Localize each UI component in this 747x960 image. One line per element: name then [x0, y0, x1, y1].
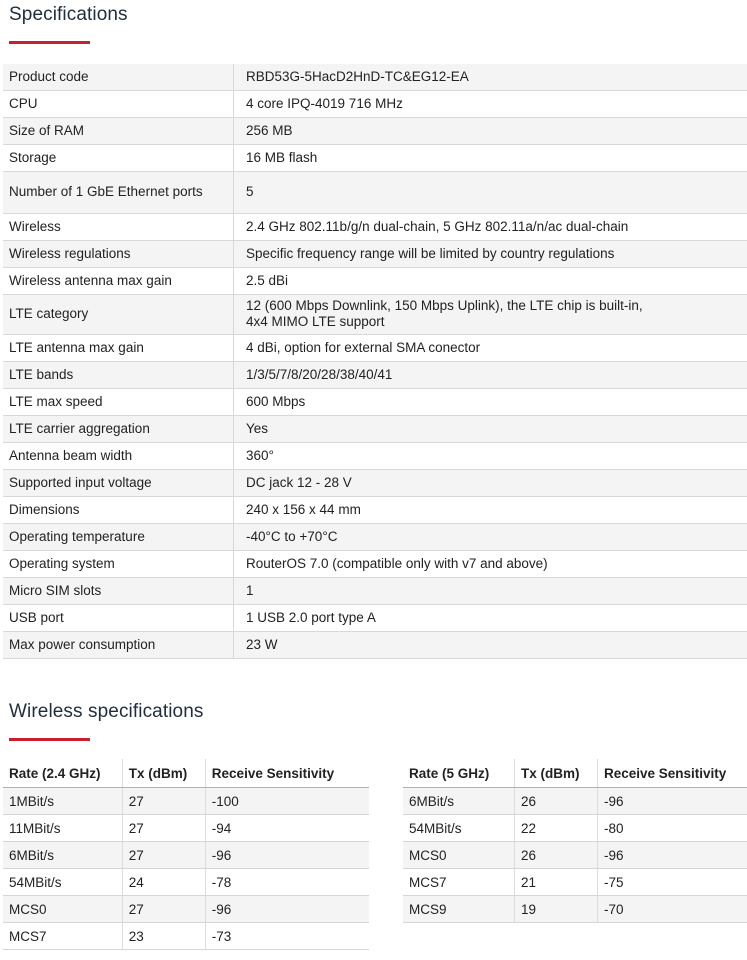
wireless-24ghz-cell: -73: [205, 923, 369, 950]
spec-value: 240 x 156 x 44 mm: [234, 496, 747, 523]
wireless-5ghz-cell: MCS7: [403, 869, 514, 896]
spec-label: Max power consumption: [3, 631, 234, 658]
spec-label: LTE antenna max gain: [3, 334, 234, 361]
spec-row: [3, 361, 747, 388]
table-row: [403, 788, 747, 815]
specifications-accent-bar: [9, 41, 90, 44]
spec-value: 1: [234, 577, 747, 604]
table-row: [403, 842, 747, 869]
table-row: [403, 896, 747, 923]
wireless-24ghz-cell: 24: [122, 869, 205, 896]
wireless-5ghz-cell: 6MBit/s: [403, 788, 514, 815]
spec-value: 23 W: [234, 631, 747, 658]
spec-value: 256 MB: [234, 117, 747, 144]
spec-row: [3, 631, 747, 658]
wireless-5ghz-header: Receive Sensitivity: [597, 759, 747, 788]
spec-row: [3, 90, 747, 117]
spec-label: Wireless: [3, 213, 234, 240]
spec-row: [3, 267, 747, 294]
spec-value: 4 core IPQ-4019 716 MHz: [234, 90, 747, 117]
wireless-24ghz-cell: -78: [205, 869, 369, 896]
spec-value: Yes: [234, 415, 747, 442]
spec-row: [3, 240, 747, 267]
spec-label: Supported input voltage: [3, 469, 234, 496]
spec-label: Number of 1 GbE Ethernet ports: [3, 171, 234, 213]
wireless-5ghz-cell: -75: [597, 869, 747, 896]
wireless-24ghz-cell: MCS7: [3, 923, 122, 950]
wireless-24ghz-header: Rate (2.4 GHz): [3, 759, 122, 788]
spec-row: [3, 294, 747, 334]
spec-label: Wireless antenna max gain: [3, 267, 234, 294]
spec-row: [3, 442, 747, 469]
wireless-24ghz-header: Receive Sensitivity: [205, 759, 369, 788]
spec-row: [3, 496, 747, 523]
spec-value: 4 dBi, option for external SMA conector: [234, 334, 747, 361]
spec-value: 5: [234, 171, 747, 213]
wireless-24ghz-cell: -96: [205, 842, 369, 869]
wireless-5ghz-cell: 26: [514, 788, 597, 815]
wireless-24ghz-cell: 6MBit/s: [3, 842, 122, 869]
spec-label: Operating temperature: [3, 523, 234, 550]
spec-label: Storage: [3, 144, 234, 171]
spec-row: [3, 334, 747, 361]
wireless-24ghz-cell: -100: [205, 788, 369, 815]
wireless-5ghz-cell: -96: [597, 842, 747, 869]
wireless-5ghz-cell: -96: [597, 788, 747, 815]
spec-row: [3, 144, 747, 171]
spec-value: 2.5 dBi: [234, 267, 747, 294]
wireless-24ghz-cell: MCS0: [3, 896, 122, 923]
table-row: [403, 869, 747, 896]
wireless-5ghz-cell: 26: [514, 842, 597, 869]
spec-row: [3, 604, 747, 631]
specifications-title: Specifications: [9, 4, 128, 25]
spec-label: LTE max speed: [3, 388, 234, 415]
wireless-24ghz-cell: 27: [122, 788, 205, 815]
wireless-5ghz-cell: 22: [514, 815, 597, 842]
spec-label: Wireless regulations: [3, 240, 234, 267]
wireless-5ghz-cell: -70: [597, 896, 747, 923]
wireless-24ghz-header: Tx (dBm): [122, 759, 205, 788]
spec-label: Antenna beam width: [3, 442, 234, 469]
spec-row: [3, 523, 747, 550]
spec-label: LTE category: [3, 294, 234, 334]
wireless-specifications-title: Wireless specifications: [9, 701, 204, 722]
table-row: [403, 815, 747, 842]
table-row: [3, 869, 369, 896]
wireless-24ghz-cell: -96: [205, 896, 369, 923]
spec-value: RBD53G-5HacD2HnD-TC&EG12-EA: [234, 64, 747, 90]
wireless-5ghz-table: [403, 759, 747, 923]
spec-label: Micro SIM slots: [3, 577, 234, 604]
spec-label: USB port: [3, 604, 234, 631]
wireless-24ghz-cell: 1MBit/s: [3, 788, 122, 815]
spec-label: Size of RAM: [3, 117, 234, 144]
spec-value: 12 (600 Mbps Downlink, 150 Mbps Uplink), the LTE chip is built-in, 4x4 MIMO LTE support: [234, 294, 747, 334]
table-row: [3, 788, 369, 815]
wireless-24ghz-table: [3, 759, 369, 950]
wireless-24ghz-cell: 27: [122, 842, 205, 869]
spec-row: [3, 415, 747, 442]
spec-value: 16 MB flash: [234, 144, 747, 171]
wireless-5ghz-cell: -80: [597, 815, 747, 842]
spec-row: [3, 388, 747, 415]
table-row: [3, 923, 369, 950]
spec-label: Dimensions: [3, 496, 234, 523]
table-row: [3, 815, 369, 842]
wireless-24ghz-cell: 27: [122, 896, 205, 923]
table-row: [3, 896, 369, 923]
spec-value: DC jack 12 - 28 V: [234, 469, 747, 496]
wireless-accent-bar: [9, 738, 90, 741]
spec-row: [3, 117, 747, 144]
spec-label: Operating system: [3, 550, 234, 577]
spec-value: 1/3/5/7/8/20/28/38/40/41: [234, 361, 747, 388]
spec-label: LTE bands: [3, 361, 234, 388]
spec-row: [3, 550, 747, 577]
wireless-5ghz-cell: MCS9: [403, 896, 514, 923]
wireless-24ghz-cell: 11MBit/s: [3, 815, 122, 842]
spec-value: -40°C to +70°C: [234, 523, 747, 550]
wireless-5ghz-cell: 21: [514, 869, 597, 896]
spec-row: [3, 171, 747, 213]
spec-row: [3, 577, 747, 604]
spec-label: CPU: [3, 90, 234, 117]
wireless-24ghz-cell: -94: [205, 815, 369, 842]
spec-value: 360°: [234, 442, 747, 469]
table-row: [3, 842, 369, 869]
wireless-5ghz-cell: MCS0: [403, 842, 514, 869]
wireless-5ghz-cell: 54MBit/s: [403, 815, 514, 842]
spec-value: Specific frequency range will be limited by country regulations: [234, 240, 747, 267]
wireless-24ghz-cell: 23: [122, 923, 205, 950]
spec-value: 1 USB 2.0 port type A: [234, 604, 747, 631]
spec-row: [3, 213, 747, 240]
spec-value: 2.4 GHz 802.11b/g/n dual-chain, 5 GHz 802.11a/n/ac dual-chain: [234, 213, 747, 240]
spec-label: LTE carrier aggregation: [3, 415, 234, 442]
wireless-24ghz-cell: 54MBit/s: [3, 869, 122, 896]
wireless-5ghz-header: Tx (dBm): [514, 759, 597, 788]
wireless-5ghz-cell: 19: [514, 896, 597, 923]
spec-row: [3, 469, 747, 496]
spec-value: RouterOS 7.0 (compatible only with v7 and above): [234, 550, 747, 577]
spec-value: 600 Mbps: [234, 388, 747, 415]
spec-row: [3, 64, 747, 90]
wireless-5ghz-header: Rate (5 GHz): [403, 759, 514, 788]
spec-label: Product code: [3, 64, 234, 90]
specifications-table: [3, 64, 747, 659]
wireless-24ghz-cell: 27: [122, 815, 205, 842]
